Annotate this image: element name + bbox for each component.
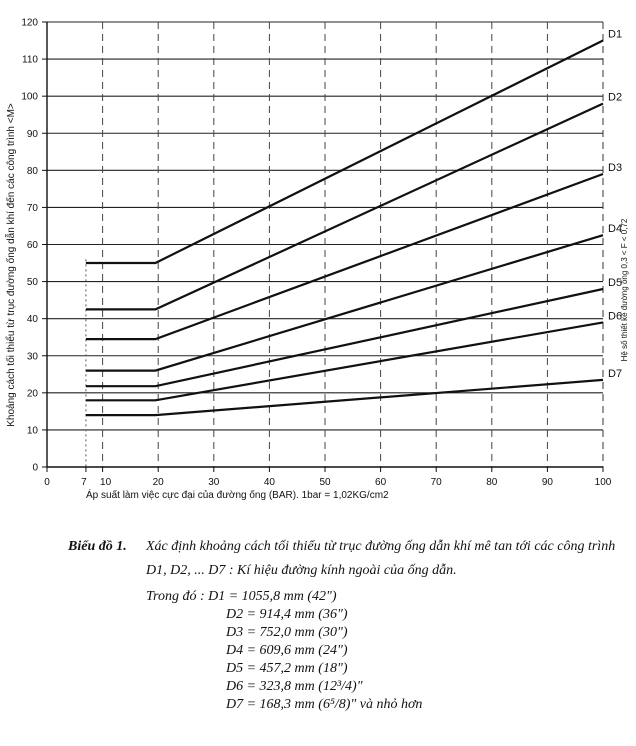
series-label-d6: D6: [608, 310, 623, 323]
series-label-d1: D1: [608, 28, 623, 41]
diameter-list: [226, 606, 628, 714]
y-tick-label: 50: [26, 277, 38, 289]
x-tick-label: 20: [152, 477, 164, 488]
caption-label: Biểu đồ 1.: [68, 539, 127, 554]
y-tick-label: 60: [26, 240, 38, 251]
y-tick-label: 0: [32, 462, 38, 474]
caption-where: Trong đó : D1 = 1055,8 mm (42"): [146, 589, 337, 604]
diameter-item: D3 = 752,0 mm (30"): [226, 625, 348, 640]
y-tick-label: 70: [26, 202, 38, 214]
y-tick-label: 30: [26, 351, 38, 363]
y-tick-label: 10: [26, 425, 38, 437]
x-tick-label: 60: [375, 477, 387, 488]
series-line-d6: [86, 322, 603, 400]
x-tick-label: 80: [486, 477, 498, 488]
caption-text: Xác định khoảng cách tối thiểu từ trục đường ống dẫn khí mê tan tới các công trình: [146, 539, 616, 554]
y-tick-label: 110: [22, 54, 38, 66]
diameter-item: D4 = 609,6 mm (24"): [226, 643, 348, 658]
y-tick-label: 80: [26, 165, 38, 177]
series-line-d1: [86, 41, 603, 264]
y-tick-label: 100: [21, 91, 38, 103]
diameter-item: D7 = 168,3 mm (6⁵/8)" và nhỏ hơn: [226, 697, 423, 712]
series-label-d7: D7: [608, 367, 623, 380]
y-axis-label: Khoảng cách tối thiểu từ trục đường ống dẫn khí đến các công trình <M>: [6, 103, 17, 427]
series-line-d2: [86, 104, 603, 310]
diameter-item: D6 = 323,8 mm (12³/4)": [226, 679, 363, 694]
design-factor-note: Hệ số thiết kế đường ống 0,3 < F < 0,72: [620, 218, 629, 362]
series-line-d4: [86, 235, 603, 370]
diameter-item: D5 = 457,2 mm (18"): [226, 661, 348, 676]
x-tick-label: 70: [430, 477, 442, 488]
y-tick-labels: [21, 18, 38, 474]
caption-note: D1, D2, ... D7 : Kí hiệu đường kính ngoài của ống dẫn.: [146, 563, 457, 578]
series-label-d2: D2: [608, 91, 623, 104]
x-tick-label: 100: [594, 477, 612, 488]
chart-axes: [42, 22, 603, 472]
series-label-d4: D4: [608, 223, 623, 236]
figure-caption: [68, 538, 628, 714]
y-tick-label: 20: [26, 388, 38, 400]
diameter-item: D2 = 914,4 mm (36"): [226, 607, 348, 622]
x-tick-labels: [44, 477, 612, 488]
x-tick-label: 40: [263, 477, 275, 488]
x-tick-label: 7: [81, 477, 87, 488]
x-tick-label: 90: [541, 477, 553, 488]
x-axis-label: Áp suất làm việc cực đại của đường ống (BAR). 1bar = 1,02KG/cm2: [86, 490, 389, 501]
x-tick-label: 30: [208, 477, 220, 488]
series-label-d3: D3: [608, 162, 623, 175]
y-tick-label: 90: [26, 128, 38, 140]
x-tick-label: 0: [44, 477, 50, 488]
x-tick-label: 10: [100, 477, 112, 488]
series-label-d5: D5: [608, 277, 623, 289]
y-tick-label: 40: [26, 314, 38, 326]
y-tick-label: 120: [21, 17, 38, 29]
series-line-d5: [86, 289, 603, 386]
x-tick-label: 50: [319, 477, 331, 488]
